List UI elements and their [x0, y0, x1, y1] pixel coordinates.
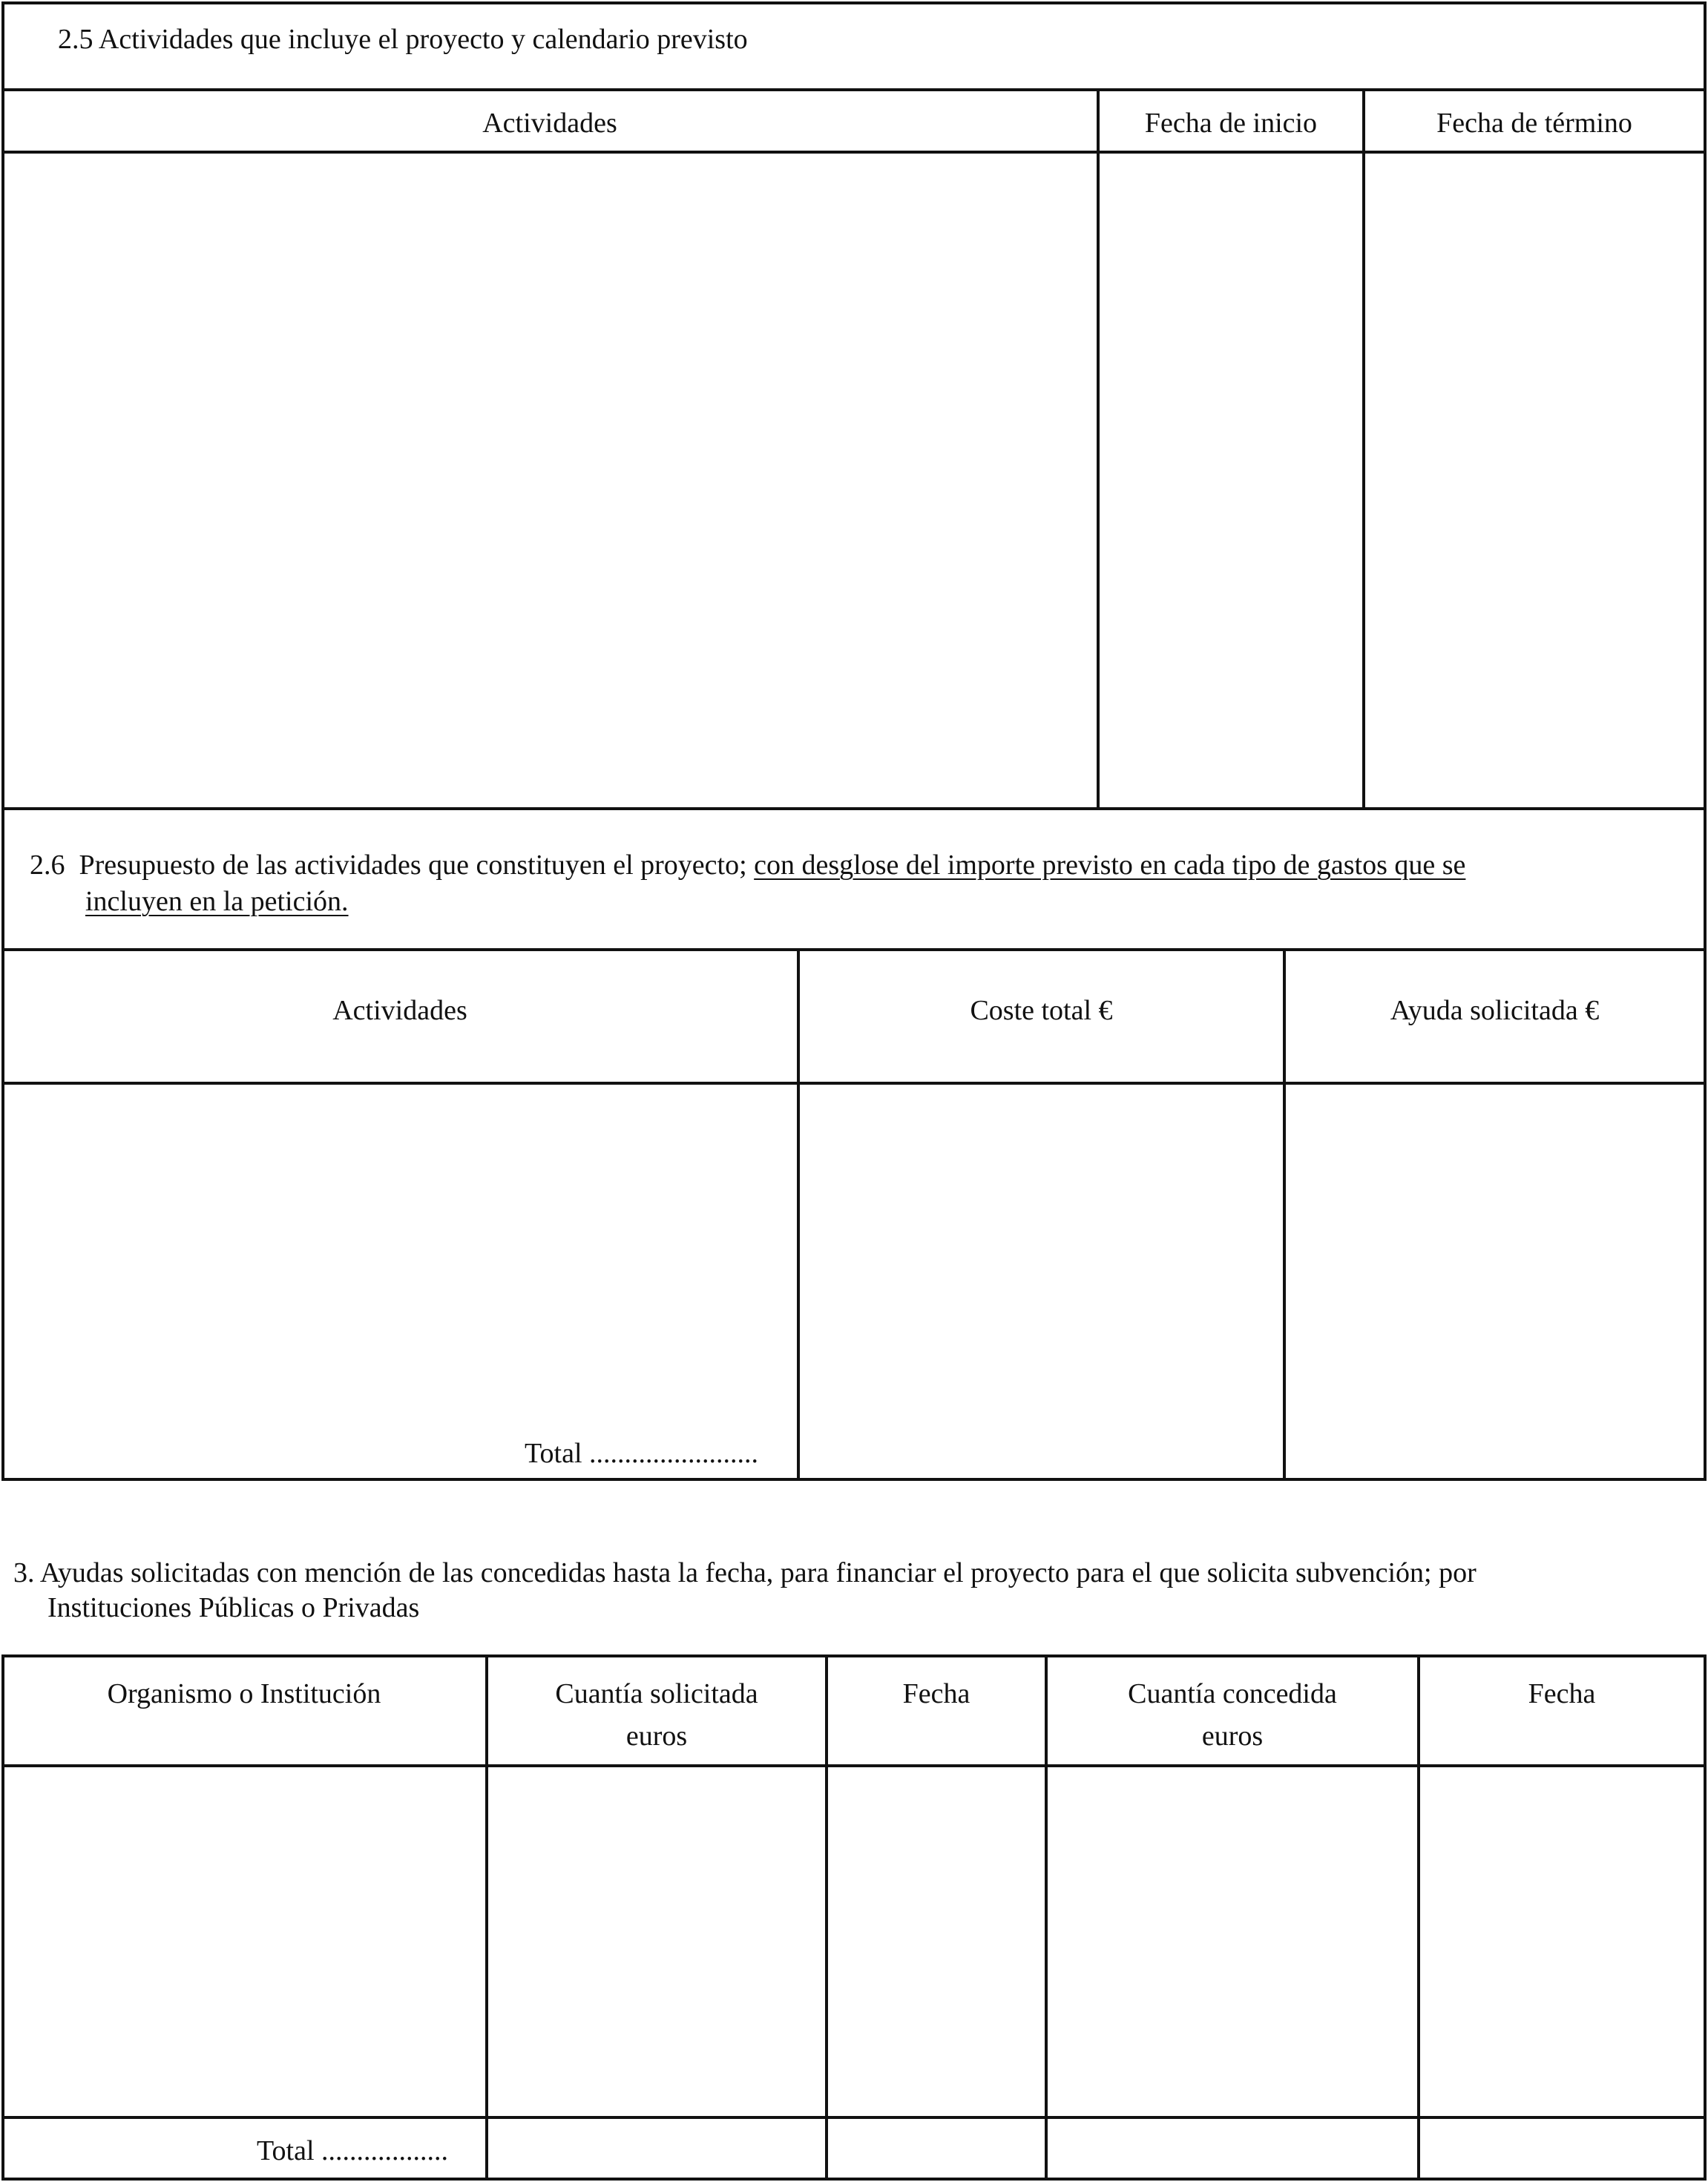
header-coste-total: Coste total €: [970, 995, 1113, 1026]
organismo-cell[interactable]: [4, 1767, 485, 2116]
activities-cell[interactable]: [4, 154, 1097, 807]
header-cuantia-solicitada: Cuantía solicitada: [555, 1678, 758, 1709]
header-organismo: Organismo o Institución: [107, 1678, 381, 1709]
total-fecha-1-cell[interactable]: [828, 2119, 1045, 2178]
start-date-cell[interactable]: [1100, 154, 1362, 807]
requested-aid-cell[interactable]: [1286, 1085, 1704, 1478]
section-2-6-title: [30, 844, 1465, 886]
total-solicitada-cell[interactable]: [488, 2119, 825, 2178]
budget-total-label: Total ........................: [525, 1438, 759, 1469]
aid-total-label: Total ..................: [257, 2135, 449, 2166]
budget-activities-cell[interactable]: [4, 1085, 797, 1478]
section-3-title-line1: 3. Ayudas solicitadas con mención de las concedidas hasta la fecha, para financiar el proyecto para el que solicita subvención; por: [13, 1557, 1477, 1588]
fecha-solicitud-cell[interactable]: [828, 1767, 1045, 2116]
section-2-5-title: 2.5 Actividades que incluye el proyecto y calendario previsto: [58, 24, 748, 55]
header-cuantia-solicitada-unit: euros: [625, 1721, 688, 1752]
section-2-6-title-plain: 2.6 Presupuesto de las actividades que constituyen el proyecto;: [30, 850, 755, 881]
header-cuantia-concedida: Cuantía concedida: [1128, 1678, 1337, 1709]
fecha-concesion-cell[interactable]: [1420, 1767, 1704, 2116]
header-fecha-2: Fecha: [1528, 1678, 1596, 1709]
header-fecha-1: Fecha: [902, 1678, 970, 1709]
section-3-title-line2: Instituciones Públicas o Privadas: [47, 1592, 420, 1623]
header-actividades: Actividades: [482, 108, 617, 139]
cuantia-solicitada-cell[interactable]: [488, 1767, 825, 2116]
section-2-6-title-underlined: con desglose del importe previsto en cada tipo de gastos que se: [754, 850, 1466, 881]
header-actividades: Actividades: [332, 995, 467, 1026]
header-cuantia-concedida-unit: euros: [1201, 1721, 1264, 1752]
total-cost-cell[interactable]: [800, 1085, 1283, 1478]
header-fecha-termino: Fecha de término: [1436, 108, 1632, 139]
header-ayuda-solicitada: Ayuda solicitada €: [1390, 995, 1600, 1026]
total-fecha-2-cell[interactable]: [1420, 2119, 1704, 2178]
total-concedida-cell[interactable]: [1048, 2119, 1417, 2178]
section-2-6-title-line2: incluyen en la petición.: [85, 886, 349, 917]
cuantia-concedida-cell[interactable]: [1048, 1767, 1417, 2116]
end-date-cell[interactable]: [1365, 154, 1704, 807]
header-fecha-inicio: Fecha de inicio: [1144, 108, 1318, 139]
